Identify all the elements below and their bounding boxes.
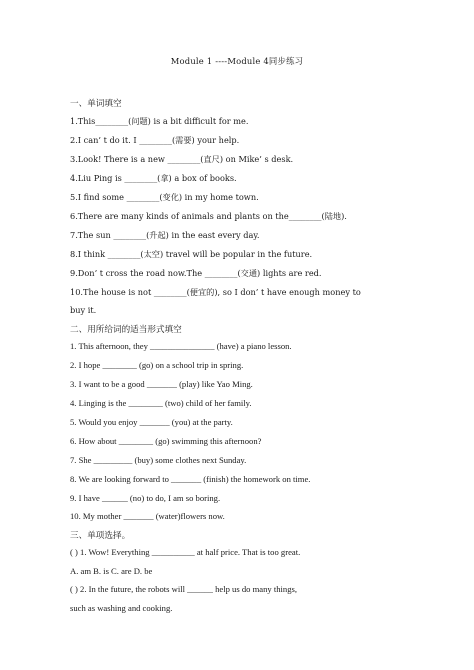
exercise-line: 9. I have ______ (no) to do, I am so boring. <box>70 493 221 503</box>
section-heading-3: 三、单项选择。 <box>70 531 131 541</box>
exercise-line: 4.Liu Ping is ________(拿) a box of books. <box>70 173 237 183</box>
options-line: A. am B. is C. are D. be <box>70 566 153 576</box>
exercise-line: 3.Look! There is a new ________(直尺) on Mike’ s desk. <box>70 154 294 164</box>
exercise-line: 8. We are looking forward to _______ (finish) the homework on time. <box>70 474 311 484</box>
exercise-line: 2.I can’ t do it. I ________(需要) your help. <box>70 135 240 145</box>
question-line: ( ) 2. In the future, the robots will ______ help us do many things, <box>70 584 297 594</box>
exercise-line: 9.Don’ t cross the road now.The ________(交通) lights are red. <box>70 268 322 278</box>
exercise-line: 1.This________(问题) is a bit difficult for me. <box>70 116 249 126</box>
exercise-line: 5. Would you enjoy _______ (you) at the party. <box>70 417 233 427</box>
page-title: Module 1 ----Module 4同步练习 <box>170 56 304 66</box>
exercise-line: 1. This afternoon, they _______________ (have) a piano lesson. <box>70 341 292 351</box>
exercise-line: 3. I want to be a good _______ (play) like Yao Ming. <box>70 379 253 389</box>
exercise-line: 7. She _________ (buy) some clothes next Sunday. <box>70 455 247 465</box>
exercise-line: 5.I find some ________(变化) in my home town. <box>70 192 259 202</box>
exercise-line: 10.The house is not ________(便宜的), so I don’ t have enough money to <box>70 287 361 297</box>
section-heading-2: 二、用所给词的适当形式填空 <box>70 325 182 335</box>
exercise-line: 8.I think ________(太空) travel will be popular in the future. <box>70 249 313 259</box>
exercise-line: 7.The sun ________(升起) in the east every day. <box>70 230 260 240</box>
question-line: such as washing and cooking. <box>70 603 173 613</box>
exercise-line: 6. How about ________ (go) swimming this afternoon? <box>70 436 262 446</box>
exercise-line: buy it. <box>70 305 97 315</box>
exercise-line: 6.There are many kinds of animals and plants on the________(陆地). <box>70 211 347 221</box>
exercise-line: 4. Linging is the ________ (two) child of her family. <box>70 398 252 408</box>
exercise-line: 10. My mother _______ (water)flowers now. <box>70 511 225 521</box>
question-line: ( ) 1. Wow! Everything __________ at half price. That is too great. <box>70 547 301 557</box>
exercise-line: 2. I hope ________ (go) on a school trip in spring. <box>70 360 244 370</box>
section-heading-1: 一、单词填空 <box>70 99 122 109</box>
